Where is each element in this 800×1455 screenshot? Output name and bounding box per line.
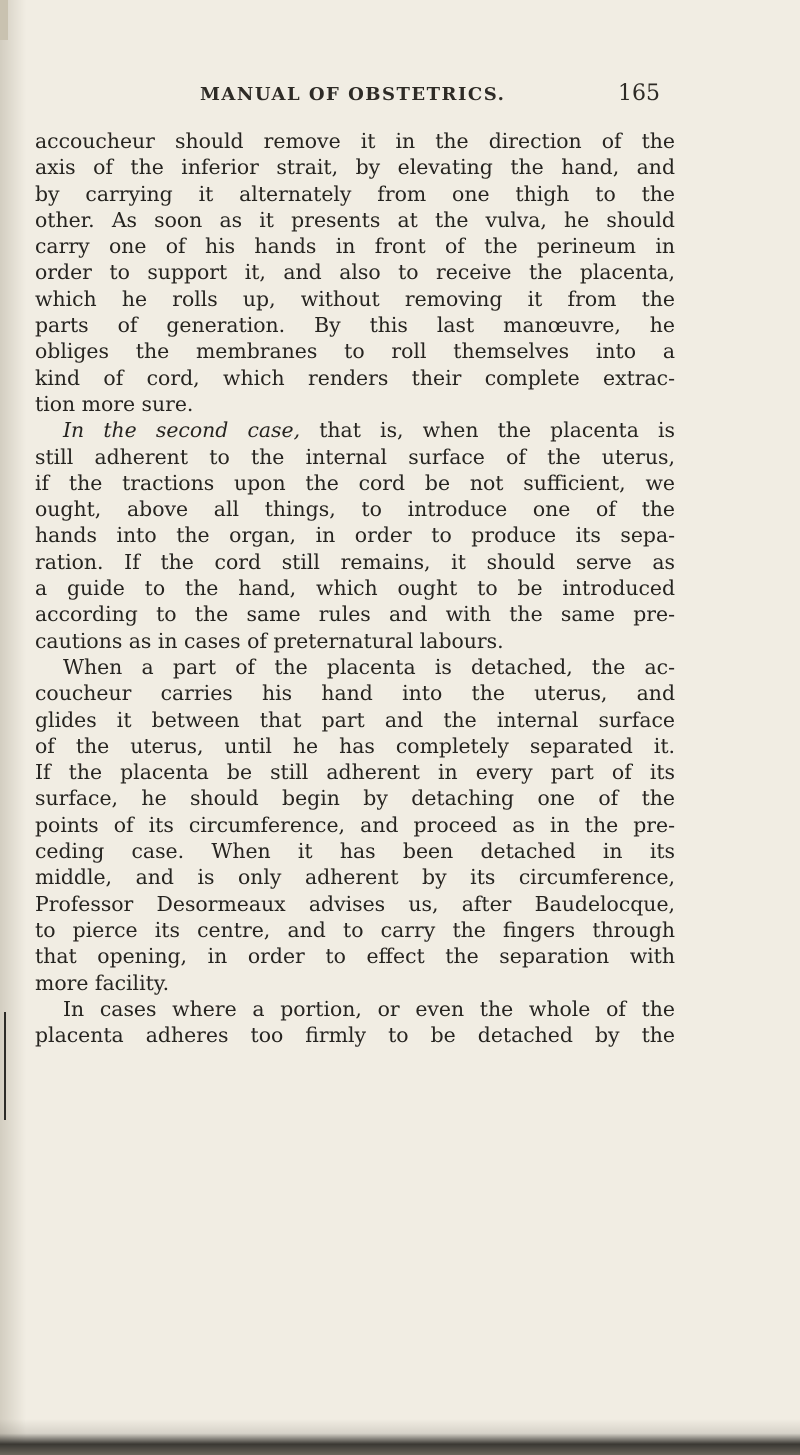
text-line: glides it between that part and the internal surface — [35, 707, 675, 732]
text-line: kind of cord, which renders their complete extrac- — [35, 365, 675, 390]
text-line: a guide to the hand, which ought to be introduced — [35, 576, 675, 601]
page-number: 165 — [618, 81, 660, 106]
text-line: by carrying it alternately from one thigh to the — [35, 181, 675, 206]
text-line: order to support it, and also to receive the placenta, — [35, 260, 675, 285]
text-line: Professor Desormeaux advises us, after Baudelocque, — [35, 891, 675, 916]
text-line: which he rolls up, without removing it from the — [35, 286, 675, 311]
page-header — [200, 81, 660, 112]
text-line: ought, above all things, to introduce one of the — [35, 497, 675, 522]
paragraph — [35, 128, 675, 417]
text-line: When a part of the placenta is detached, the ac- — [63, 654, 675, 679]
text-line: axis of the inferior strait, by elevating the hand, and — [35, 155, 675, 180]
paragraph — [35, 417, 675, 654]
text-line: tion more sure. — [35, 391, 194, 416]
body-text — [35, 128, 675, 1048]
text-line: If the placenta be still adherent in every part of its — [35, 760, 675, 785]
paragraph — [35, 654, 675, 996]
text-line: coucheur carries his hand into the uterus, and — [35, 681, 675, 706]
text-line: other. As soon as it presents at the vulva, he should — [35, 207, 675, 232]
text-line: placenta adheres too firmly to be detached by the — [35, 1023, 675, 1048]
text-line: accoucheur should remove it in the direction of the — [35, 129, 675, 153]
running-head: MANUAL OF OBSTETRICS. — [200, 84, 506, 105]
page-edge-mark — [0, 0, 8, 40]
text-line: of the uterus, until he has completely separated it. — [35, 733, 675, 758]
text-line: parts of generation. By this last manœuvre, he — [35, 313, 675, 338]
text-line: more facility. — [35, 970, 170, 995]
text-line: middle, and is only adherent by its circumference, — [35, 865, 675, 890]
text-line: still adherent to the internal surface of the uterus, — [35, 444, 675, 469]
paragraph — [35, 996, 675, 1049]
text-line: if the tractions upon the cord be not sufficient, we — [35, 470, 675, 495]
text-line: obliges the membranes to roll themselves into a — [35, 339, 675, 364]
text-line: In the second case, that is, when the placenta is — [63, 418, 676, 443]
text-line: to pierce its centre, and to carry the fingers through — [35, 917, 675, 942]
text-line: surface, he should begin by detaching one of the — [35, 786, 675, 811]
page-bottom-edge — [0, 1419, 800, 1455]
text-line: according to the same rules and with the same pre- — [35, 602, 675, 627]
binding-shadow — [0, 0, 26, 1455]
text-line: hands into the organ, in order to produce its sepa- — [35, 523, 675, 548]
margin-rule — [4, 1012, 6, 1120]
text-line: ceding case. When it has been detached in its — [35, 839, 675, 864]
italic-lead: In the second case, — [63, 418, 301, 443]
text-line: points of its circumference, and proceed as in the pre- — [35, 812, 675, 837]
text-line: ration. If the cord still remains, it should serve as — [35, 549, 675, 574]
text-line: carry one of his hands in front of the perineum in — [35, 234, 675, 259]
text-line: cautions as in cases of preternatural labours. — [35, 628, 504, 653]
text-line: In cases where a portion, or even the whole of the — [63, 996, 675, 1021]
text-line: that opening, in order to effect the separation with — [35, 944, 675, 969]
